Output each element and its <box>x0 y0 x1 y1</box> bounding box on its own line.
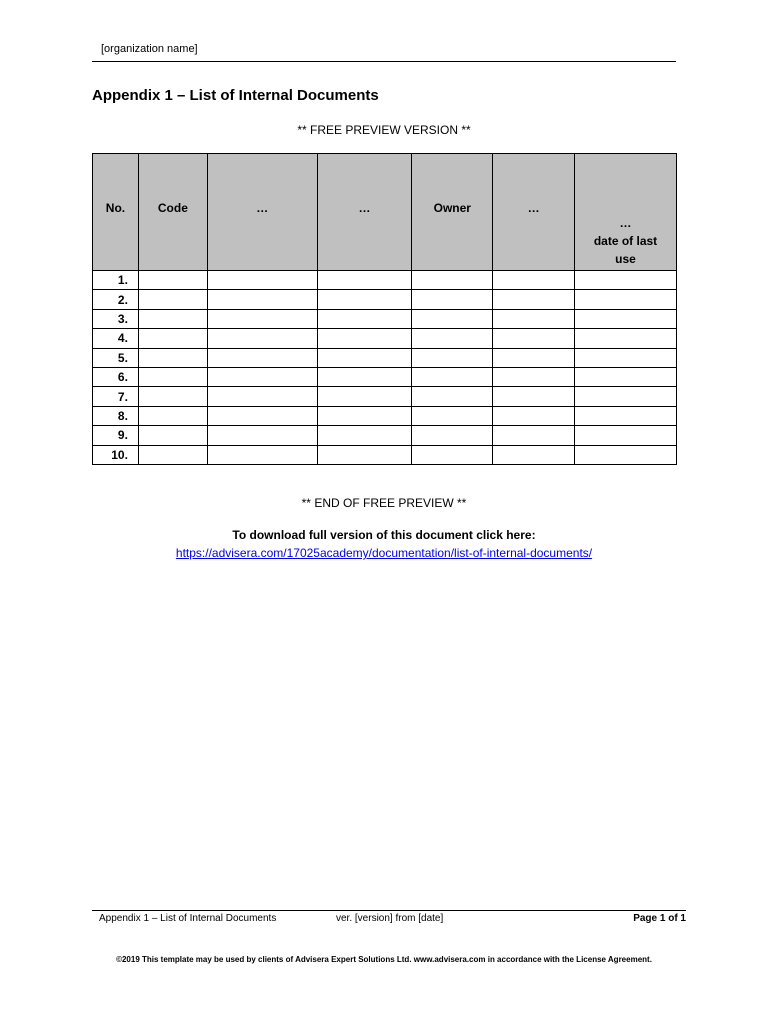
table-cell[interactable] <box>138 426 207 445</box>
column-header-code: Code <box>138 154 207 271</box>
table-cell[interactable] <box>412 387 493 406</box>
table-cell[interactable] <box>138 271 207 290</box>
table-cell[interactable] <box>412 290 493 309</box>
table-cell[interactable] <box>575 309 677 328</box>
footer-divider <box>92 910 686 911</box>
table-row <box>93 387 677 406</box>
table-cell[interactable] <box>575 367 677 386</box>
table-cell[interactable] <box>412 426 493 445</box>
table-cell[interactable] <box>493 387 575 406</box>
table-cell[interactable] <box>493 445 575 464</box>
table-cell[interactable] <box>575 290 677 309</box>
table-cell[interactable] <box>493 406 575 425</box>
row-number: 9. <box>93 426 139 445</box>
table-cell[interactable] <box>207 329 317 348</box>
column-header-3: … <box>207 154 317 271</box>
table-cell[interactable] <box>575 387 677 406</box>
table-cell[interactable] <box>317 445 412 464</box>
end-of-preview-banner: ** END OF FREE PREVIEW ** <box>301 496 467 510</box>
row-number: 1. <box>93 271 139 290</box>
table-cell[interactable] <box>493 348 575 367</box>
table-cell[interactable] <box>493 271 575 290</box>
table-cell[interactable] <box>575 445 677 464</box>
table-cell[interactable] <box>138 290 207 309</box>
table-cell[interactable] <box>493 309 575 328</box>
table-cell[interactable] <box>412 271 493 290</box>
row-number: 7. <box>93 387 139 406</box>
table-cell[interactable] <box>138 367 207 386</box>
table-cell[interactable] <box>207 309 317 328</box>
table-cell[interactable] <box>493 367 575 386</box>
table-cell[interactable] <box>412 309 493 328</box>
table-cell[interactable] <box>493 290 575 309</box>
footer-document-title: Appendix 1 – List of Internal Documents <box>99 913 277 924</box>
column-header-4: … <box>317 154 412 271</box>
table-cell[interactable] <box>412 329 493 348</box>
table-cell[interactable] <box>138 387 207 406</box>
free-preview-banner: ** FREE PREVIEW VERSION ** <box>297 123 471 137</box>
table-cell[interactable] <box>412 367 493 386</box>
table-row <box>93 348 677 367</box>
organization-name: [organization name] <box>101 43 198 55</box>
table-cell[interactable] <box>412 406 493 425</box>
table-cell[interactable] <box>207 271 317 290</box>
table-cell[interactable] <box>317 271 412 290</box>
table-cell[interactable] <box>207 445 317 464</box>
table-cell[interactable] <box>138 309 207 328</box>
footer-version: ver. [version] from [date] <box>336 913 444 924</box>
table-row <box>93 367 677 386</box>
table-cell[interactable] <box>317 406 412 425</box>
table-cell[interactable] <box>317 329 412 348</box>
row-number: 10. <box>93 445 139 464</box>
row-number: 4. <box>93 329 139 348</box>
table-cell[interactable] <box>207 426 317 445</box>
table-cell[interactable] <box>207 367 317 386</box>
column-header-date-of-last-use: … date of last use <box>575 154 677 271</box>
table-cell[interactable] <box>575 406 677 425</box>
table-header-row <box>93 154 677 271</box>
table-cell[interactable] <box>493 426 575 445</box>
table-cell[interactable] <box>317 426 412 445</box>
table-cell[interactable] <box>207 290 317 309</box>
table-row <box>93 290 677 309</box>
table-row <box>93 329 677 348</box>
table-cell[interactable] <box>138 445 207 464</box>
row-number: 6. <box>93 367 139 386</box>
table-cell[interactable] <box>138 406 207 425</box>
table-cell[interactable] <box>207 387 317 406</box>
table-cell[interactable] <box>575 329 677 348</box>
table-cell[interactable] <box>317 348 412 367</box>
document-title: Appendix 1 – List of Internal Documents <box>92 87 379 104</box>
column-header-6: … <box>493 154 575 271</box>
table-row <box>93 406 677 425</box>
table-cell[interactable] <box>493 329 575 348</box>
row-number: 2. <box>93 290 139 309</box>
table-cell[interactable] <box>575 348 677 367</box>
table-cell[interactable] <box>412 445 493 464</box>
download-instructions: To download full version of this document click here: <box>232 528 536 542</box>
download-link[interactable]: https://advisera.com/17025academy/documentation/list-of-internal-documents/ <box>175 546 593 560</box>
footer-page-number: Page 1 of 1 <box>633 913 686 924</box>
table-row <box>93 271 677 290</box>
table-row <box>93 445 677 464</box>
row-number: 3. <box>93 309 139 328</box>
table-cell[interactable] <box>207 348 317 367</box>
table-row <box>93 309 677 328</box>
table-cell[interactable] <box>317 387 412 406</box>
row-number: 5. <box>93 348 139 367</box>
table-cell[interactable] <box>575 271 677 290</box>
table-cell[interactable] <box>317 367 412 386</box>
internal-documents-table <box>92 153 677 465</box>
table-cell[interactable] <box>207 406 317 425</box>
row-number: 8. <box>93 406 139 425</box>
table-cell[interactable] <box>138 348 207 367</box>
table-row <box>93 426 677 445</box>
table-cell[interactable] <box>412 348 493 367</box>
table-cell[interactable] <box>317 290 412 309</box>
column-header-owner: Owner <box>412 154 493 271</box>
header-divider <box>92 61 676 62</box>
table-cell[interactable] <box>138 329 207 348</box>
copyright-notice: ©2019 This template may be used by clients of Advisera Expert Solutions Ltd. www.advisera.com in accordance with the License Agreement. <box>116 955 652 964</box>
table-cell[interactable] <box>317 309 412 328</box>
column-header-no: No. <box>93 154 139 271</box>
table-cell[interactable] <box>575 426 677 445</box>
